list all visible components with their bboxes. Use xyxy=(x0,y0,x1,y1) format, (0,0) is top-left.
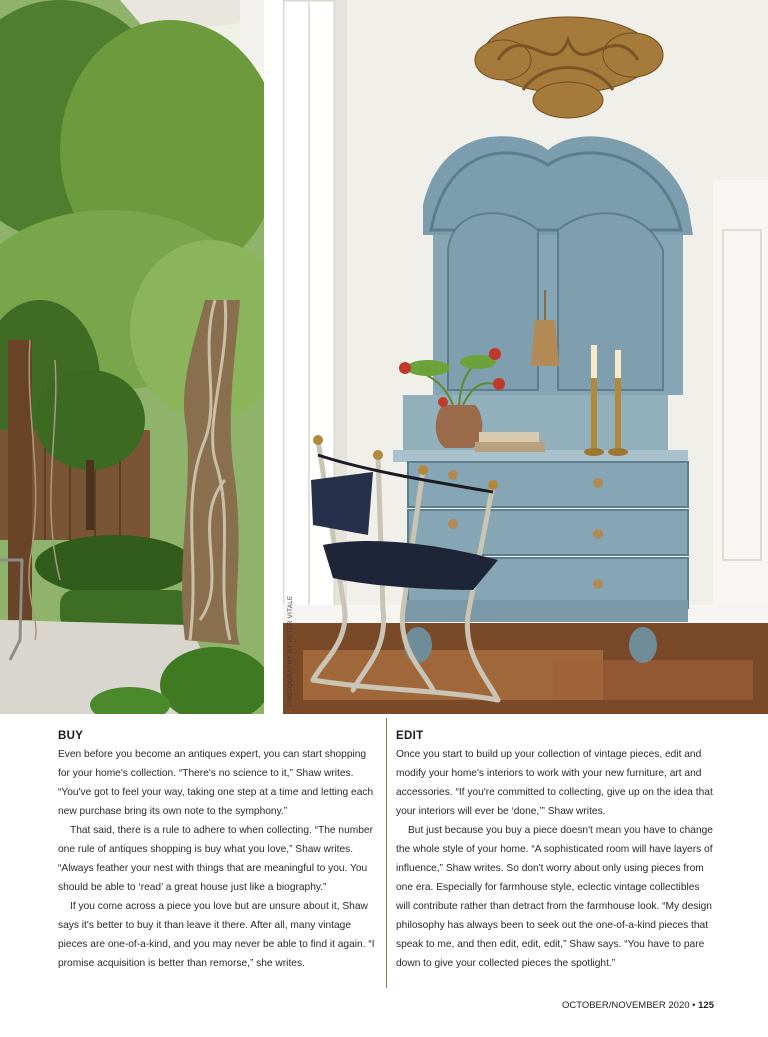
issue-date: OCTOBER/NOVEMBER 2020 xyxy=(561,1000,690,1011)
paragraph: If you come across a piece you love but are unsure about it, Shaw says it's better to buy it than leave it there. After all, many vintage pieces are one-of-a-kind, and you may never be able to find it again. “I promise acquisition is better than remorse,” she writes. xyxy=(58,901,375,969)
interior-photo xyxy=(283,0,768,714)
edit-section xyxy=(396,730,714,973)
buy-section xyxy=(58,730,378,973)
section-heading-edit: EDIT xyxy=(396,730,424,742)
paragraph: Once you start to build up your collection of vintage pieces, edit and modify your home's interiors to work with your new furniture, art and accessories. “If you're committed to collecting, give up on the idea that your interiors will ever be ‘done,’” Shaw writes. xyxy=(396,749,713,817)
section-heading-buy: BUY xyxy=(58,730,84,742)
column-divider xyxy=(386,718,387,988)
page-folio xyxy=(562,1000,714,1011)
photo-credit: PHOTOGRAPHY BY PETER VITALE xyxy=(288,595,294,706)
page-number: 125 xyxy=(698,1000,714,1011)
paragraph: Even before you become an antiques expert, you can start shopping for your home's collection. “There's no science to it,” Shaw writes. “You've got to feel your way, taking one step at a time and letting each new purchase bring its own note to the symphony.” xyxy=(58,749,374,817)
paragraph: But just because you buy a piece doesn't mean you have to change the whole style of your home. “A sophisticated room will have layers of influence,” Shaw writes. So don't worry about only using pieces from one era. Especially for farmhouse style, eclectic vintage collectibles will contribute rather than detract from the farmhouse look. “My design philosophy has always been to seek out the one-of-a-kind pieces that speak to me, and then edit, edit, edit,” Shaw says. “You have to pare down to give your collected pieces the spotlight.” xyxy=(396,825,713,969)
garden-photo xyxy=(0,0,264,714)
paragraph: That said, there is a rule to adhere to when collecting. “The number one rule of antiques shopping is buy what you love,” Shaw writes. “Always feather your nest with things that are meaningful to you. You should be able to ‘read’ a great house just like a biography.” xyxy=(58,825,373,893)
folio-separator: • xyxy=(692,1000,696,1011)
